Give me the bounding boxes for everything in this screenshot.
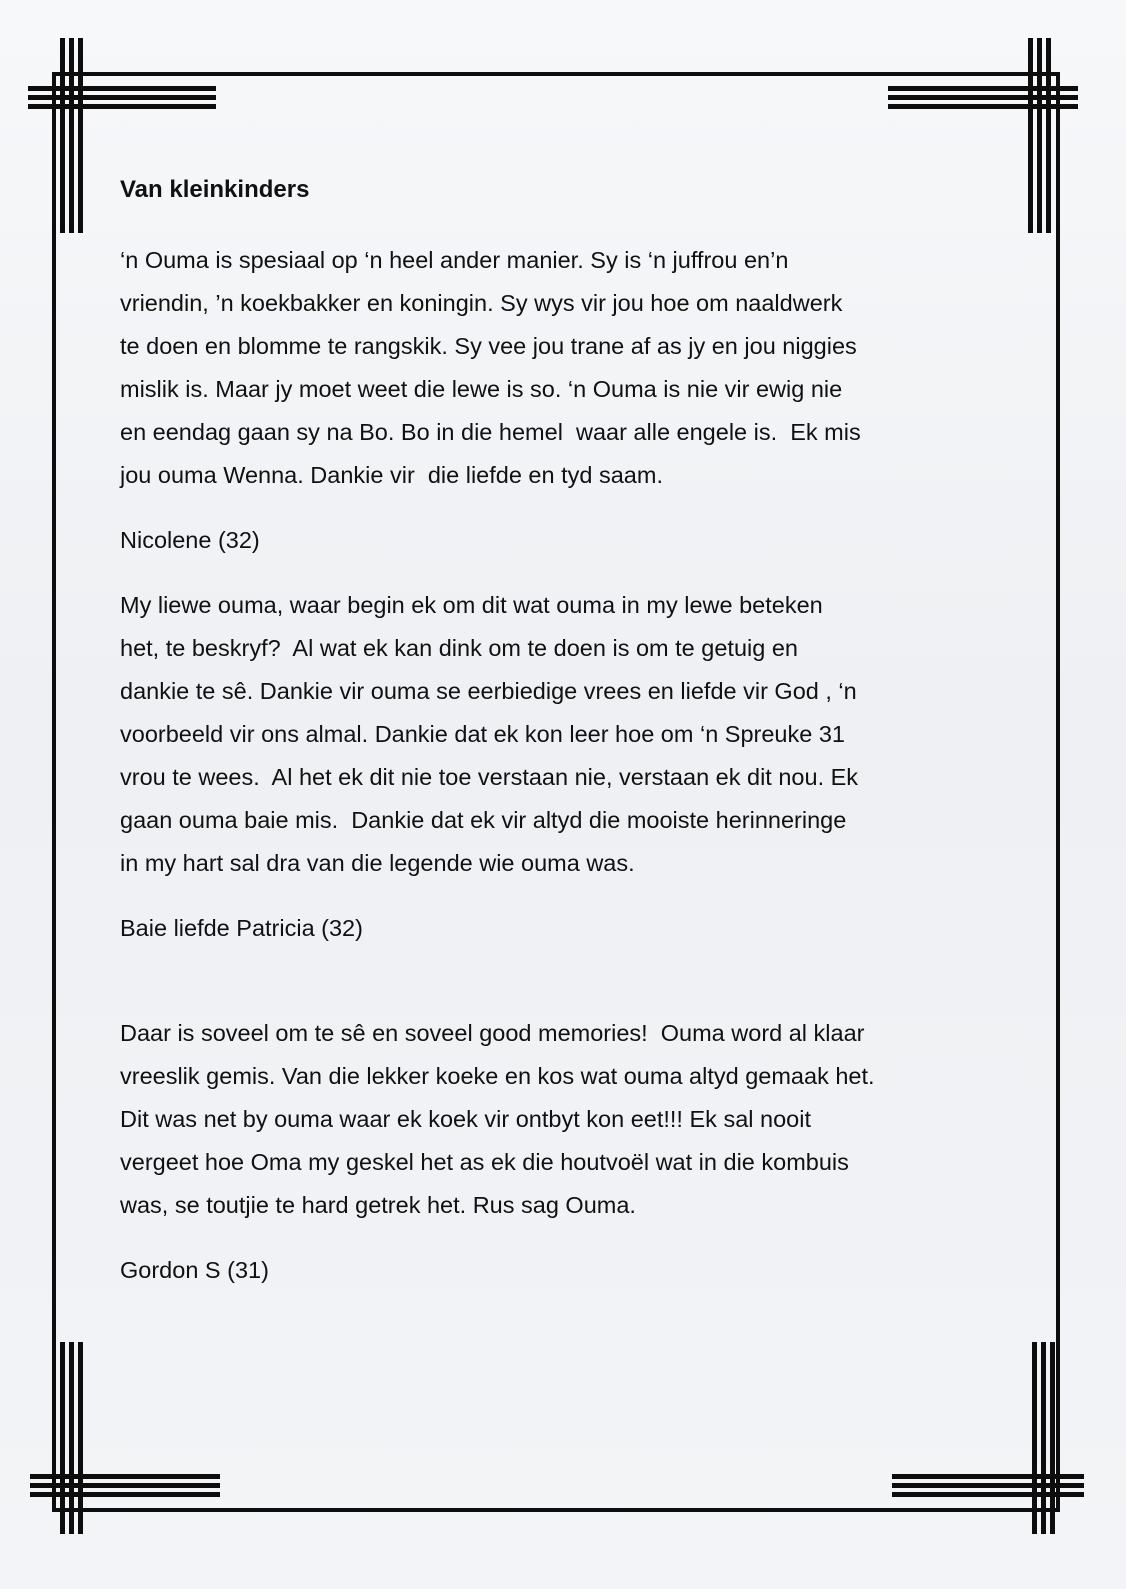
paragraph-line: vreeslik gemis. Van die lekker koeke en kos wat ouma altyd gemaak het. [120,1063,875,1089]
paragraph-line: het, te beskryf? Al wat ek kan dink om te doen is om te getuig en [120,635,798,661]
paragraph-line: vriendin, ’n koekbakker en koningin. Sy wys vir jou hoe om naaldwerk [120,290,843,316]
paragraph-line: Dit was net by ouma waar ek koek vir ontbyt kon eet!!! Ek sal nooit [120,1106,811,1132]
signature: Gordon S (31) [120,1257,269,1283]
paragraph-line: mislik is. Maar jy moet weet die lewe is so. ‘n Ouma is nie vir ewig nie [120,376,843,402]
paragraph-line: te doen en blomme te rangskik. Sy vee jou trane af as jy en jou niggies [120,333,857,359]
paragraph-line: vergeet hoe Oma my geskel het as ek die houtvoël wat in die kombuis [120,1149,849,1175]
corner-ornament-bottom-left-icon [30,1342,230,1542]
signature: Baie liefde Patricia (32) [120,915,363,941]
page-title: Van kleinkinders [120,176,310,203]
paragraph-line: Daar is soveel om te sê en soveel good memories! Ouma word al klaar [120,1020,865,1046]
paragraph-line: gaan ouma baie mis. Dankie dat ek vir altyd die mooiste herinneringe [120,807,847,833]
paragraph-line: in my hart sal dra van die legende wie ouma was. [120,850,635,876]
paragraph-line: My liewe ouma, waar begin ek om dit wat ouma in my lewe beteken [120,592,823,618]
paragraph-line: vrou te wees. Al het ek dit nie toe verstaan nie, verstaan ek dit nou. Ek [120,764,859,790]
paragraph-line: ‘n Ouma is spesiaal op ‘n heel ander manier. Sy is ‘n juffrou en’n [120,247,789,273]
tribute-nicolene [120,239,1020,562]
paragraph-line: en eendag gaan sy na Bo. Bo in die hemel waar alle engele is. Ek mis [120,419,861,445]
document-body [120,168,1020,1292]
paragraph-line: voorbeeld vir ons almal. Dankie dat ek kon leer hoe om ‘n Spreuke 31 [120,721,845,747]
paragraph-line: dankie te sê. Dankie vir ouma se eerbiedige vrees en liefde vir God , ‘n [120,678,857,704]
tribute-patricia [120,584,1020,950]
paragraph-line: jou ouma Wenna. Dankie vir die liefde en tyd saam. [120,462,663,488]
paragraph-line: was, se toutjie te hard getrek het. Rus sag Ouma. [120,1192,636,1218]
tribute-gordon [120,1012,1020,1292]
signature: Nicolene (32) [120,527,260,553]
corner-ornament-bottom-right-icon [892,1342,1092,1542]
